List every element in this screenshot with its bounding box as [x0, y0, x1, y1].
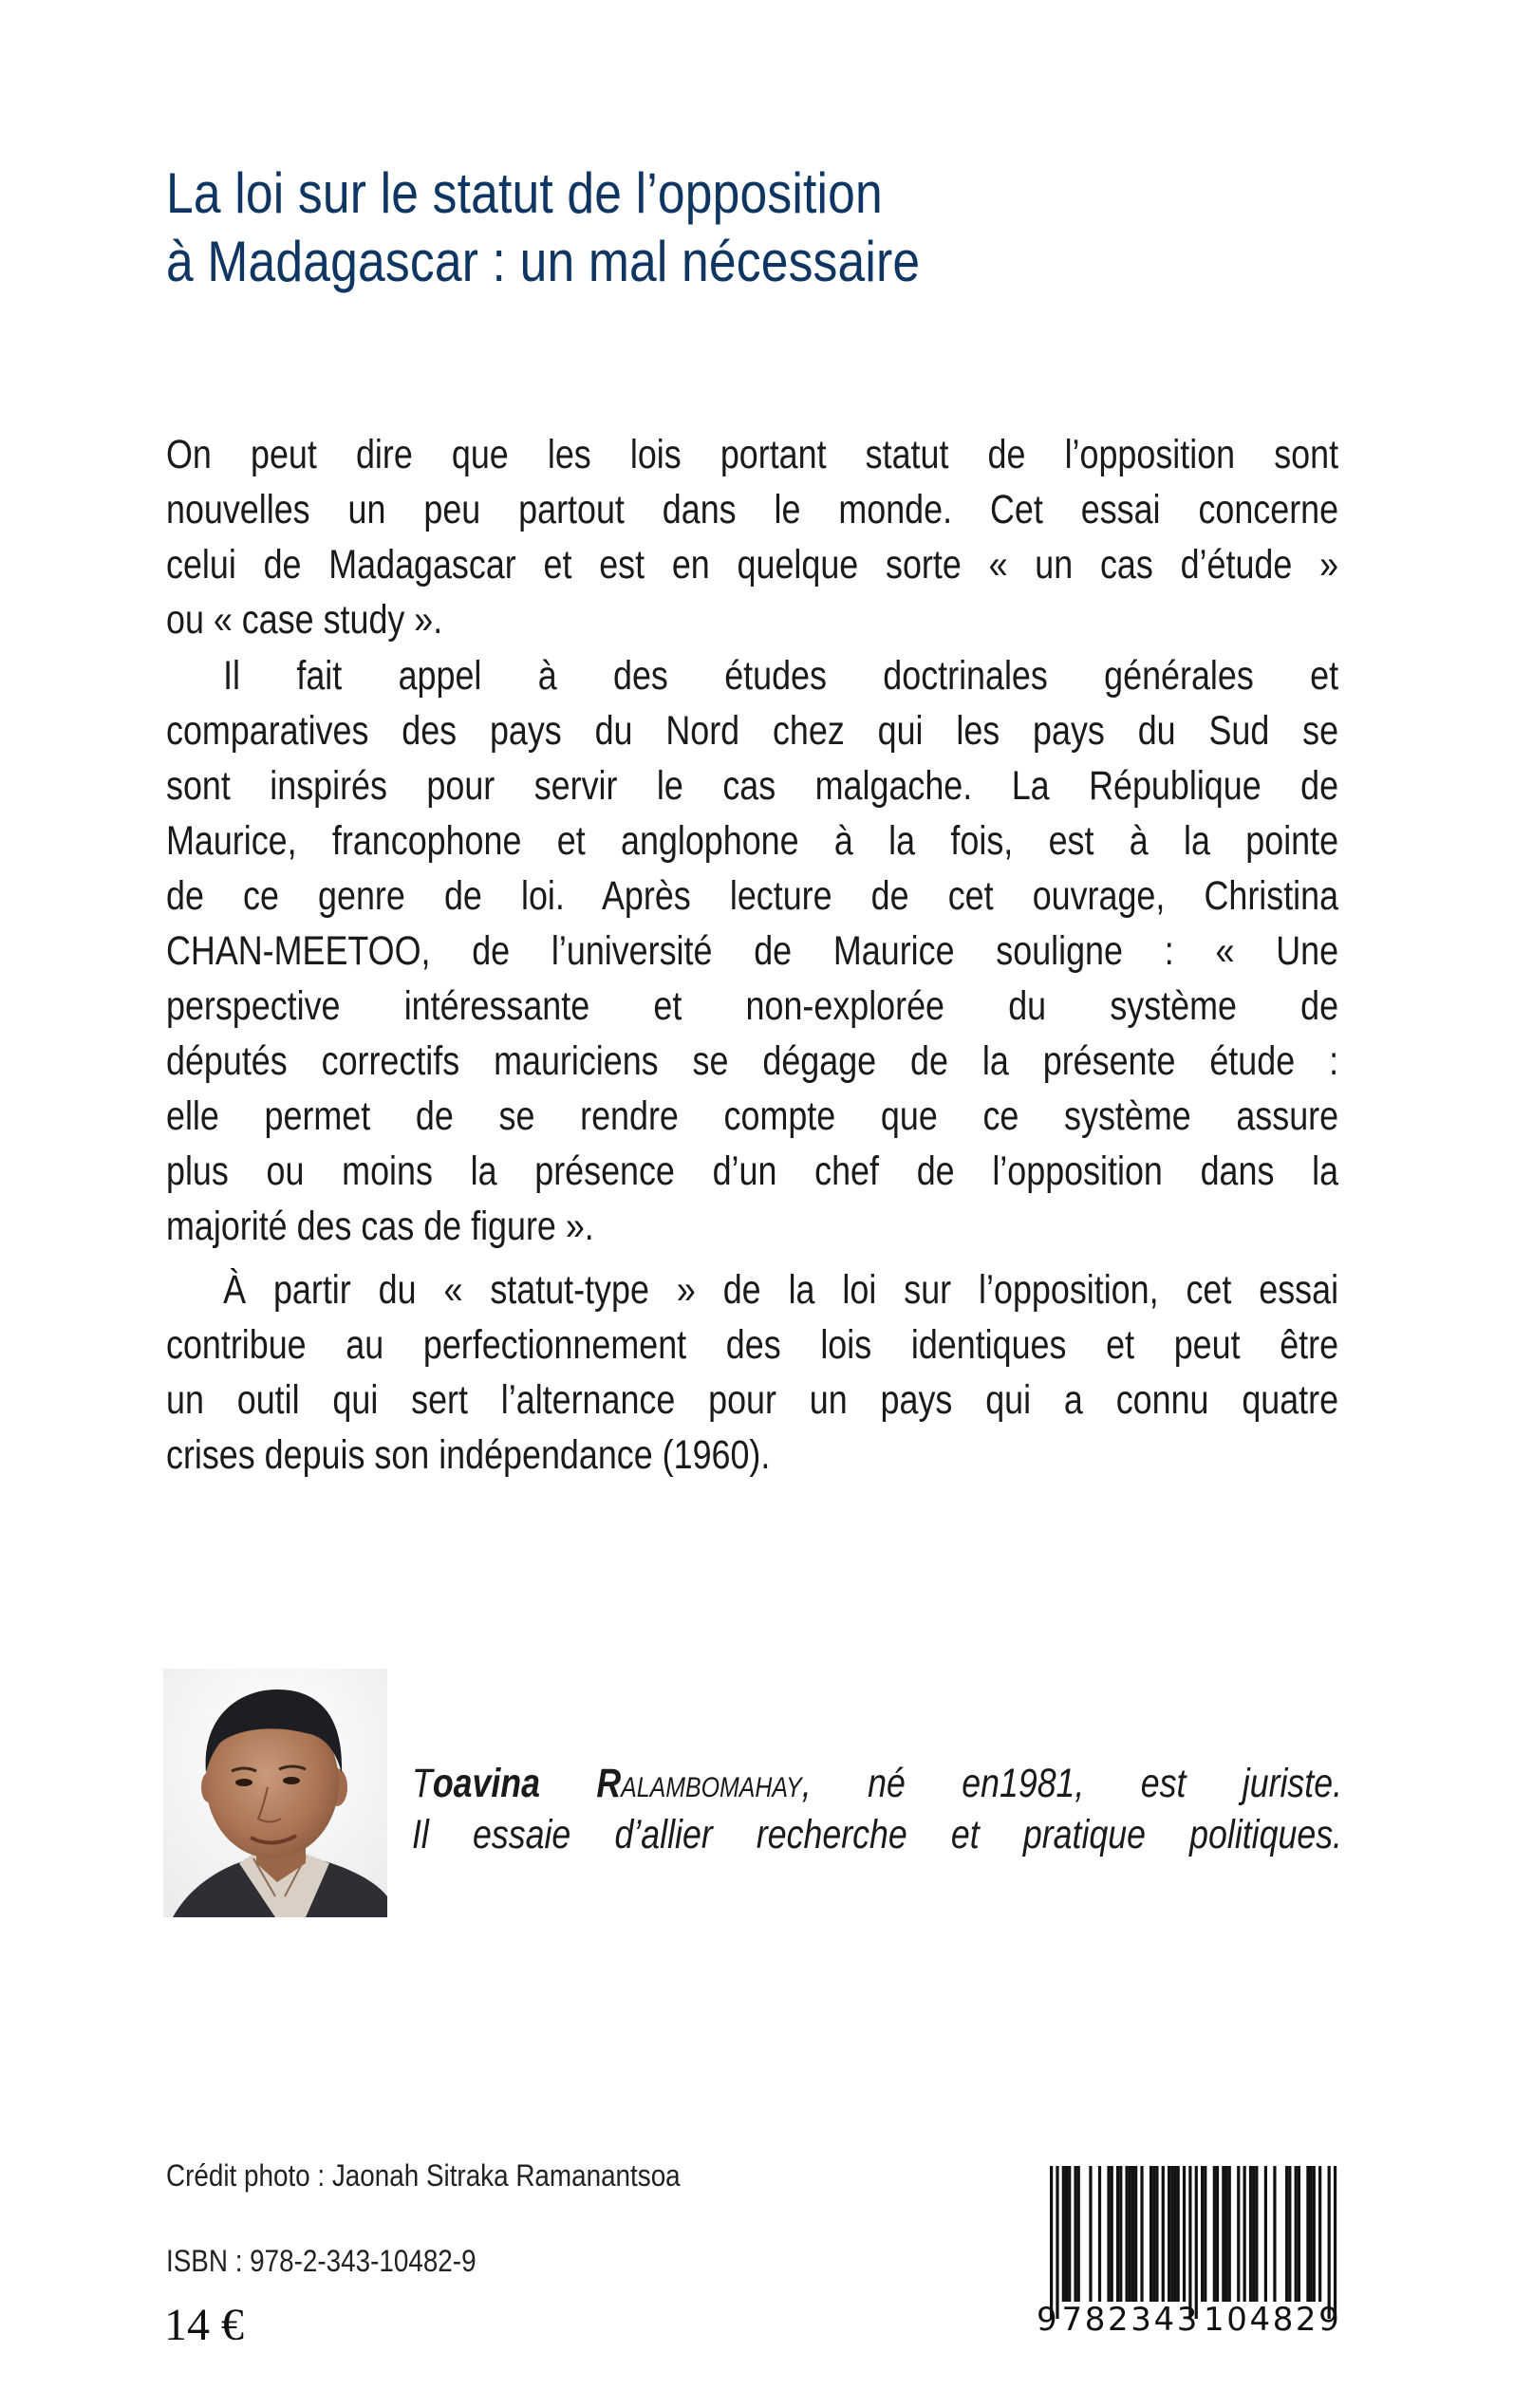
- svg-text:104829: 104829: [1204, 2301, 1342, 2339]
- blurb-line: À partir du « statut-type » de la loi sur l’opposition, cet essai: [223, 1267, 1339, 1313]
- blurb-line: CHAN-MEETOO, de l’université de Maurice souligne : « Une: [166, 928, 1339, 974]
- blurb-line: Il fait appel à des études doctrinales générales et: [223, 653, 1339, 699]
- author-photo: [163, 1669, 387, 1917]
- svg-text:782343: 782343: [1061, 2301, 1200, 2339]
- isbn-barcode: [1033, 2160, 1346, 2341]
- blurb-line: plus ou moins la présence d’un chef de l’opposition dans la: [166, 1148, 1339, 1194]
- author-bio-line-2: Il essaie d’allier recherche et pratique politiques.: [412, 1812, 1342, 1857]
- blurb-line: majorité des cas de figure ».: [166, 1204, 594, 1249]
- barcode-icon: [1033, 2160, 1346, 2341]
- svg-text:9: 9: [1037, 2301, 1057, 2339]
- blurb-line: députés correctifs mauriciens se dégage de la présente étude :: [166, 1038, 1339, 1084]
- blurb-paragraph-3: [166, 1262, 1338, 1483]
- author-portrait-icon: [163, 1669, 387, 1917]
- blurb-line: nouvelles un peu partout dans le monde. Cet essai concerne: [166, 487, 1339, 532]
- isbn: ISBN : 978-2-343-10482-9: [166, 2244, 477, 2278]
- blurb: [166, 427, 1338, 1483]
- blurb-line: de ce genre de loi. Après lecture de cet ouvrage, Christina: [166, 873, 1339, 919]
- price: 14 €: [164, 2300, 244, 2350]
- blurb-line: crises depuis son indépendance (1960).: [166, 1432, 771, 1478]
- book-title-line-1: La loi sur le statut de l’opposition: [166, 161, 883, 225]
- blurb-line: sont inspirés pour servir le cas malgache. La République de: [166, 763, 1339, 809]
- blurb-line: On peut dire que les lois portant statut de l’opposition sont: [166, 432, 1339, 477]
- blurb-line: contribue au perfectionnement des lois identiques et peut être: [166, 1322, 1339, 1368]
- author-last-name: alambomahay: [621, 1761, 802, 1806]
- author-first-initial: T: [412, 1761, 433, 1806]
- blurb-line: comparatives des pays du Nord chez qui les pays du Sud se: [166, 708, 1339, 754]
- author-last-initial: R: [596, 1761, 622, 1806]
- blurb-paragraph-2: [166, 648, 1338, 1254]
- book-title: [166, 159, 1115, 296]
- blurb-line: Maurice, francophone et anglophone à la fois, est à la pointe: [166, 818, 1339, 864]
- blurb-line: un outil qui sert l’alternance pour un pays qui a connu quatre: [166, 1377, 1339, 1423]
- blurb-paragraph-1: [166, 427, 1338, 647]
- book-title-line-2: à Madagascar : un mal nécessaire: [166, 230, 921, 293]
- blurb-line: ou « case study ».: [166, 597, 443, 643]
- author-bio: [412, 1758, 1342, 1860]
- photo-credit: Crédit photo : Jaonah Sitraka Ramanantsoa: [166, 2158, 681, 2193]
- author-bio-tail: , né en1981, est juriste.: [801, 1761, 1342, 1806]
- author-first-name: oavina: [432, 1761, 540, 1806]
- author-bio-line-1: [412, 1758, 1342, 1809]
- blurb-line: elle permet de se rendre compte que ce système assure: [166, 1093, 1339, 1139]
- blurb-line: perspective intéressante et non-explorée du système de: [166, 983, 1339, 1029]
- blurb-line: celui de Madagascar et est en quelque sorte « un cas d’étude »: [166, 542, 1339, 588]
